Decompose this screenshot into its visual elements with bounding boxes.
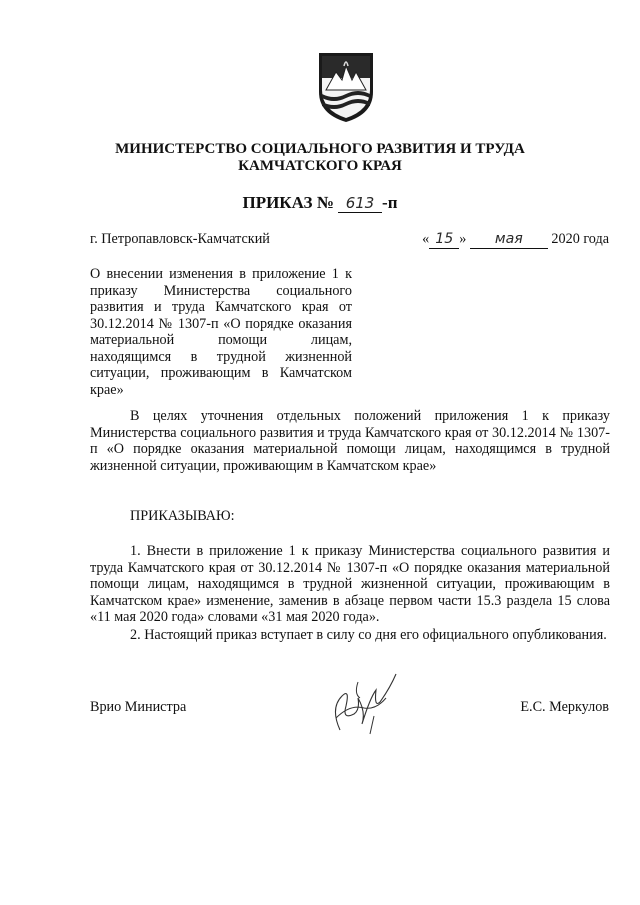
order-suffix: -п bbox=[382, 193, 398, 212]
preamble-paragraph: В целях уточнения отдельных положений приложения 1 к приказу Министерства социального развития и труда Камчатского края от 30.12.2014 № 1307-п «О порядке оказания материальной помощи лицам, находящимся в трудной жизненной ситуации, проживающим в Камчатском крае» bbox=[90, 408, 610, 474]
ministry-name-line1: МИНИСТЕРСТВО СОЦИАЛЬНОГО РАЗВИТИЯ И ТРУДА bbox=[115, 141, 525, 157]
order-date bbox=[422, 231, 609, 249]
date-month: мая bbox=[470, 231, 548, 249]
place-of-issue: г. Петропавловск-Камчатский bbox=[90, 231, 270, 247]
date-open-quote: « bbox=[422, 231, 430, 247]
signatory-name: Е.С. Меркулов bbox=[520, 699, 609, 715]
date-year: 2020 года bbox=[551, 231, 609, 247]
handwritten-signature bbox=[300, 668, 420, 740]
order-subject: О внесении изменения в приложение 1 к приказу Министерства социального развития и труда Камчатского края от 30.12.2014 № 1307-п «О порядке оказания материальной помощи лицам, находящимся в трудной жизненной ситуации, проживающим в Камчатском крае» bbox=[90, 266, 352, 398]
order-item-1: 1. Внести в приложение 1 к приказу Министерства социального развития и труда Камчатского края от 30.12.2014 № 1307-п «О порядке оказания материальной помощи лицам, находящимся в трудной жизненной ситуации, проживающим в Камчатском крае» изменение, заменив в абзаце первом части 15.3 раздела 15 слова «11 мая 2020 года» словами «31 мая 2020 года». bbox=[90, 543, 610, 625]
order-title bbox=[0, 193, 640, 213]
ministry-name-line2: КАМЧАТСКОГО КРАЯ bbox=[238, 158, 402, 174]
kamchatka-coat-of-arms-icon bbox=[316, 50, 376, 124]
order-number: 613 bbox=[338, 195, 382, 213]
order-item-2: 2. Настоящий приказ вступает в силу со дня его официального опубликования. bbox=[130, 627, 607, 643]
signatory-title: Врио Министра bbox=[90, 699, 187, 715]
date-close-quote: » bbox=[459, 231, 467, 247]
date-day: 15 bbox=[429, 231, 459, 249]
order-label: ПРИКАЗ № bbox=[242, 193, 334, 212]
order-directive-word: ПРИКАЗЫВАЮ: bbox=[130, 508, 235, 524]
